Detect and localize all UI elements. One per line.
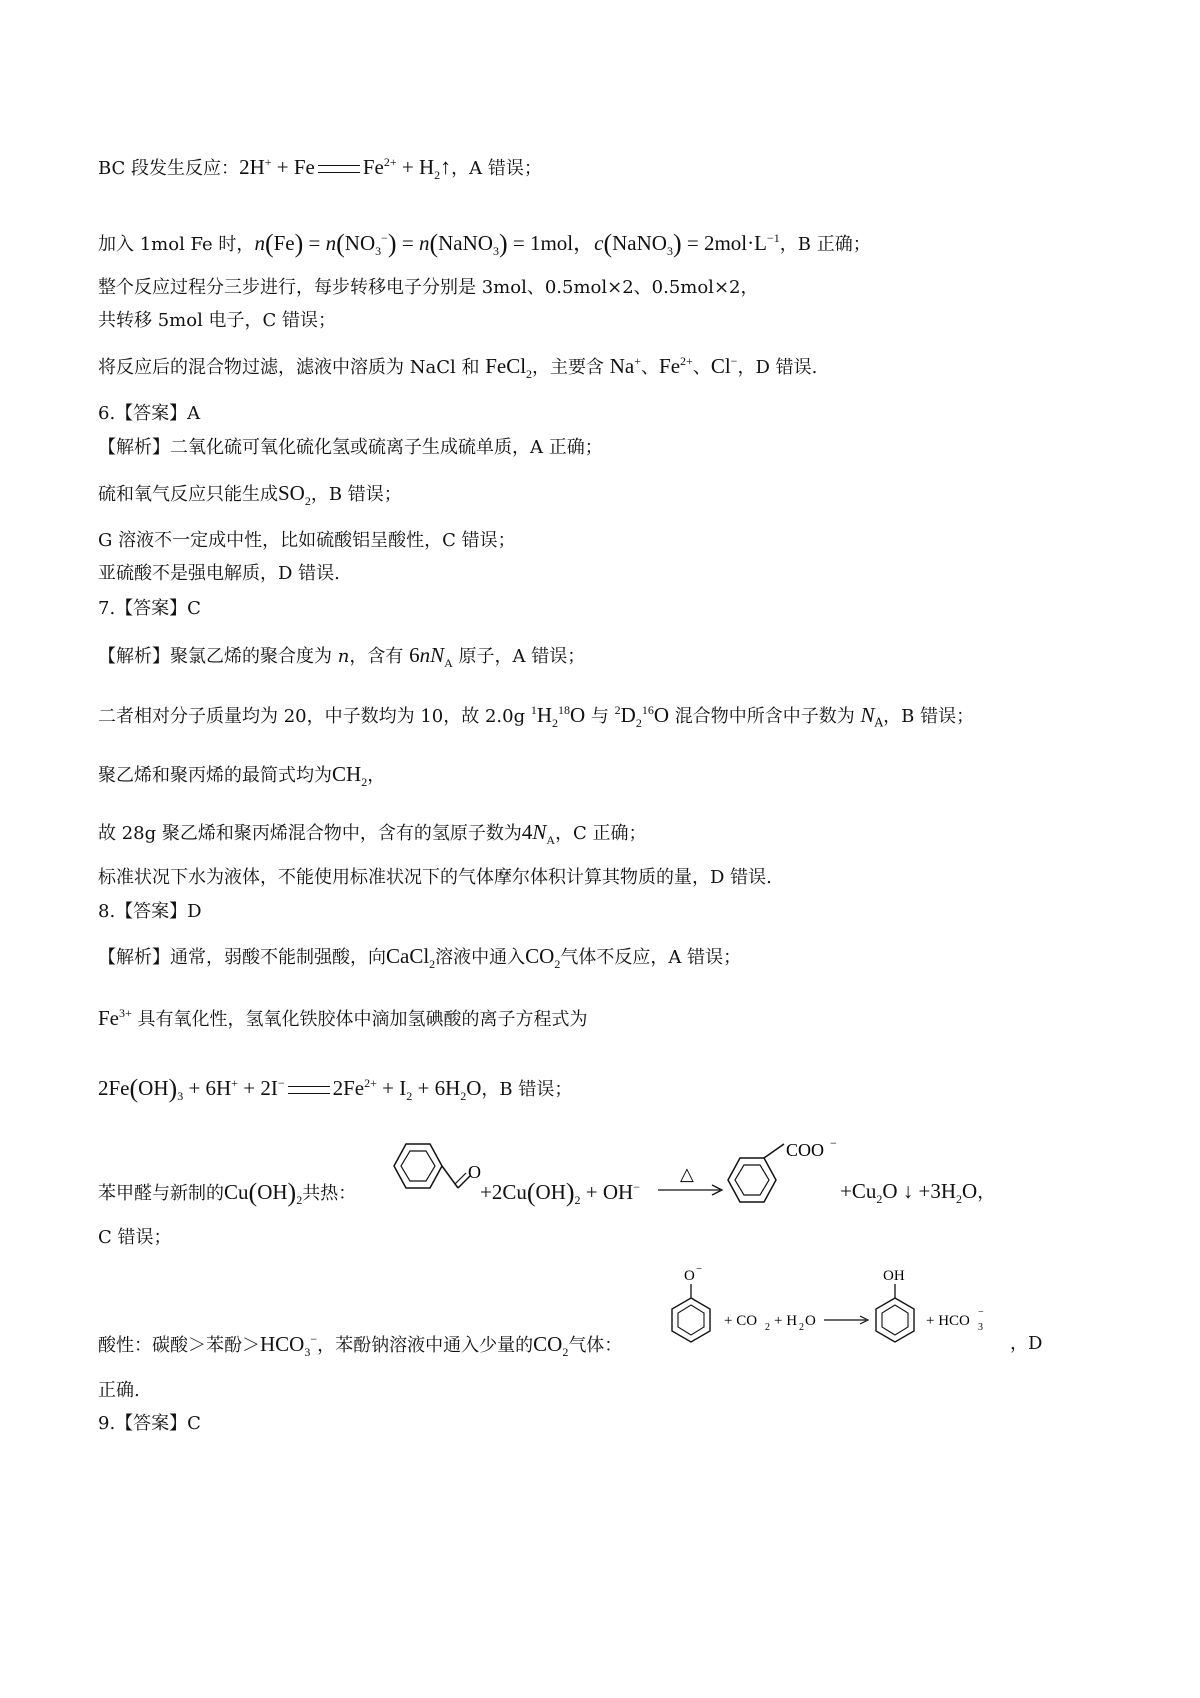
q7-line3: 聚乙烯和聚丙烯的最简式均为$CH_2$， xyxy=(98,762,386,790)
q6-line1: 【解析】二氧化硫可氧化硫化氢或硫离子生成硫单质，A 正确； xyxy=(98,437,603,458)
phenoxide-oxygen-label: O xyxy=(684,1268,695,1284)
q6-answer: 6.【答案】A xyxy=(98,403,201,424)
q8-line5: C 错误； xyxy=(98,1227,172,1248)
q7-answer: 7.【答案】C xyxy=(98,598,201,619)
q8-line2: $Fe^{3+}$ 具有氧化性，氢氧化铁胶体中滴加氢碘酸的离子方程式为 xyxy=(98,1006,588,1030)
benzoate-structure xyxy=(726,1136,846,1216)
q7-line1: 【解析】聚氯乙烯的聚合度为 n，含有 $6nN_A$ 原子，A 错误； xyxy=(98,643,586,671)
line-filter: 将反应后的混合物过滤，滤液中溶质为 NaCl 和 FeCl$_2$，主要含 Na+、$Fe^{2+}$、Cl−，D 错误. xyxy=(98,354,818,382)
phenol-oh-label: OH xyxy=(883,1268,905,1284)
svg-text:△: △ xyxy=(680,1164,694,1184)
q8-line4: 苯甲醛与新制的$Cu(OH)_2$共热： xyxy=(98,1178,357,1208)
q7-line2: 二者相对分子质量均为 20，中子数均为 10，故 2.0g $^1H_2^{18}O$ 与 $^2D_2^{16}O$ 混合物中所含中子数为 $N_A$，B 错误； xyxy=(98,703,975,731)
q8-line7: 正确. xyxy=(98,1380,140,1401)
line-total-electrons: 共转移 5mol 电子，C 错误； xyxy=(98,310,337,331)
equal-arrow-icon xyxy=(288,1086,330,1094)
q8-benzaldehyde-reagents: $+2Cu(OH)_2 + OH^-$ xyxy=(480,1178,641,1208)
q9-answer: 9.【答案】C xyxy=(98,1413,201,1434)
line-bc-reaction: BC 段发生反应：2H+ + Fe $Fe^{2+}$ + $H_2↑$，A 错误； xyxy=(98,154,542,183)
q6-line3: G 溶液不一定成中性，比如硫酸铝呈酸性，C 错误； xyxy=(98,530,516,551)
svg-text:O: O xyxy=(805,1313,816,1329)
svg-text:−: − xyxy=(978,1307,984,1318)
carboxylate-label: COO xyxy=(786,1140,825,1160)
q8-line1: 【解析】通常，弱酸不能制强酸，向CaCl$_2$溶液中通入$CO_2$气体不反应，A 错误； xyxy=(98,944,742,972)
heat-arrow-icon xyxy=(656,1164,726,1204)
phenoxide-reaction xyxy=(670,1262,1000,1372)
q8-benzaldehyde-products: $+Cu_2O$ ↓ $+3H_2O$， xyxy=(840,1179,996,1207)
line-three-steps: 整个反应过程分三步进行，每步转移电子分别是 3mol、0.5mol×2、0.5mol×2， xyxy=(98,277,759,298)
q6-line2: 硫和氧气反应只能生成$SO_2$，B 错误； xyxy=(98,481,402,509)
equal-arrow-icon xyxy=(318,165,360,173)
q8-line3: $2Fe(OH)_3 + 6H^+ + 2I^-$ $2Fe^{2+} + I_2 + 6H_2O$，B 错误； xyxy=(98,1074,573,1104)
q8-line6-end: ，D xyxy=(1010,1333,1043,1354)
svg-text:+ HCO: + HCO xyxy=(926,1313,970,1329)
svg-text:3: 3 xyxy=(978,1322,983,1333)
benzaldehyde-structure xyxy=(378,1136,488,1216)
aldehyde-oxygen-label: O xyxy=(468,1162,481,1182)
q7-line5: 标准状况下水为液体，不能使用标准状况下的气体摩尔体积计算其物质的量，D 错误. xyxy=(98,867,772,888)
svg-text:+ H: + H xyxy=(774,1313,798,1329)
svg-text:−: − xyxy=(696,1263,703,1275)
svg-text:2: 2 xyxy=(765,1322,770,1333)
line-add-fe: 加入 1mol Fe 时，$n(Fe) = n(NO_3^-)$ = n(NaNO$_3$) = 1mol，c(NaNO$_3$) = $2mol\cdot L^{-1}$，B 正确； xyxy=(98,229,871,259)
q8-answer: 8.【答案】D xyxy=(98,901,202,922)
svg-text:+ CO: + CO xyxy=(724,1313,758,1329)
q7-line4: 故 28g 聚乙烯和聚丙烯混合物中，含有的氢原子数为$4N_A$，C 正确； xyxy=(98,820,647,848)
q6-line4: 亚硫酸不是强电解质，D 错误. xyxy=(98,563,340,584)
svg-text:−: − xyxy=(830,1136,837,1150)
svg-text:2: 2 xyxy=(799,1322,804,1333)
q8-line6: 酸性：碳酸＞苯酚$>HCO_3^-$，苯酚钠溶液中通入少量的$CO_2$气体： xyxy=(98,1332,623,1360)
up-arrow-icon: ↑ xyxy=(440,154,452,179)
